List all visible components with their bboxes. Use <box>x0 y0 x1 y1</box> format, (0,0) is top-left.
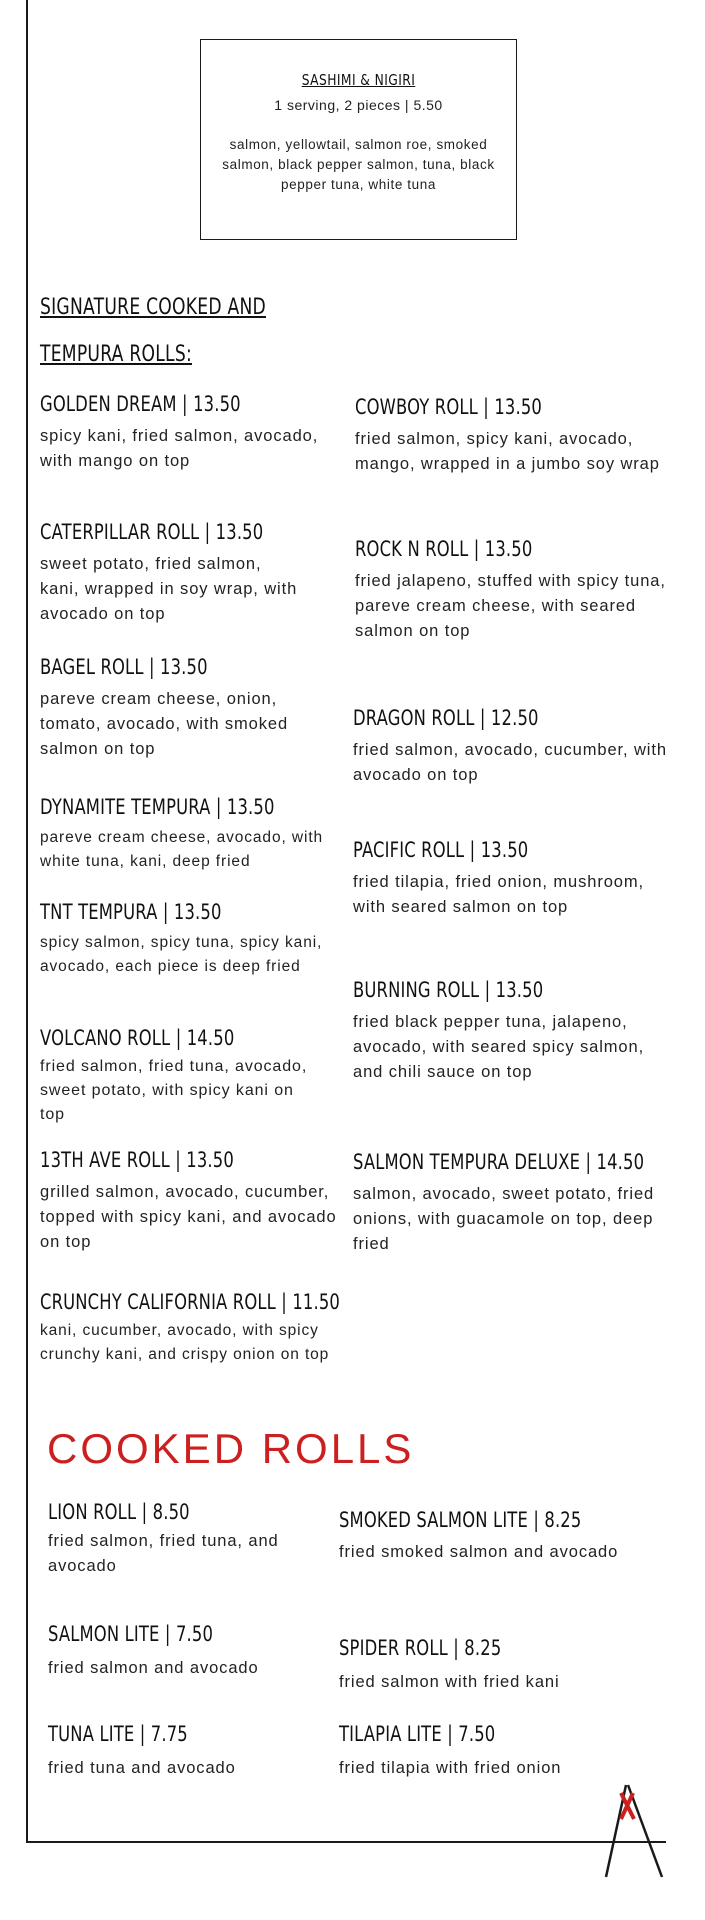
menu-item-crunchy-california-roll <box>40 1290 370 1367</box>
menu-item-caterpillar-roll <box>40 520 305 627</box>
item-name: GOLDEN DREAM | 13.50 <box>40 392 241 416</box>
item-description: fried jalapeno, stuffed with spicy tuna, pareve cream cheese, with seared salmon on top <box>355 572 666 640</box>
sashimi-title: SASHIMI & NIGIRI <box>301 71 416 89</box>
item-description: pareve cream cheese, avocado, with white tuna, kani, deep fried <box>40 829 324 870</box>
item-name: VOLCANO ROLL | 14.50 <box>40 1026 235 1050</box>
signature-heading-line1: SIGNATURE COOKED AND <box>40 295 266 320</box>
menu-item-spider-roll <box>339 1636 659 1695</box>
sashimi-nigiri-box <box>200 39 517 240</box>
item-description: fried black pepper tuna, jalapeno, avocado, with seared spicy salmon, and chili sauce on top <box>353 1013 645 1081</box>
item-name: BAGEL ROLL | 13.50 <box>40 655 208 679</box>
menu-item-smoked-salmon-lite <box>339 1508 639 1565</box>
item-name: COWBOY ROLL | 13.50 <box>355 395 543 419</box>
item-name: DRAGON ROLL | 12.50 <box>353 706 539 730</box>
item-description: grilled salmon, avocado, cucumber, topped with spicy kani, and avocado on top <box>40 1183 337 1251</box>
item-name: SALMON TEMPURA DELUXE | 14.50 <box>353 1150 645 1174</box>
menu-item-burning-roll <box>353 978 673 1085</box>
item-name: ROCK N ROLL | 13.50 <box>355 537 533 561</box>
menu-item-volcano-roll <box>40 1026 320 1127</box>
item-name: CATERPILLAR ROLL | 13.50 <box>40 520 264 544</box>
item-name: SMOKED SALMON LITE | 8.25 <box>339 1508 582 1532</box>
item-description: fried salmon, avocado, cucumber, with avocado on top <box>353 741 667 784</box>
item-name: 13TH AVE ROLL | 13.50 <box>40 1148 234 1172</box>
menu-item-bagel-roll <box>40 655 330 762</box>
item-name: TILAPIA LITE | 7.50 <box>339 1722 496 1746</box>
item-description: fried smoked salmon and avocado <box>339 1543 619 1561</box>
bottom-border-rule <box>26 1841 666 1843</box>
menu-item-salmon-tempura-deluxe <box>353 1150 693 1257</box>
item-name: TNT TEMPURA | 13.50 <box>40 900 222 924</box>
item-description: fried salmon and avocado <box>48 1659 259 1677</box>
menu-item-dynamite-tempura <box>40 795 340 874</box>
menu-item-cowboy-roll <box>355 395 695 477</box>
item-name: BURNING ROLL | 13.50 <box>353 978 544 1002</box>
chopsticks-icon <box>604 1783 664 1880</box>
menu-item-rock-n-roll <box>355 537 675 644</box>
menu-item-pacific-roll <box>353 838 673 920</box>
item-description: pareve cream cheese, onion, tomato, avocado, with smoked salmon on top <box>40 690 289 758</box>
signature-heading-line2: TEMPURA ROLLS: <box>40 342 192 367</box>
item-description: spicy salmon, spicy tuna, spicy kani, avocado, each piece is deep fried <box>40 934 323 975</box>
menu-item-lion-roll <box>48 1500 318 1579</box>
item-name: DYNAMITE TEMPURA | 13.50 <box>40 795 275 819</box>
item-description: fried tilapia with fried onion <box>339 1759 562 1777</box>
item-description: fried salmon, spicy kani, avocado, mango, wrapped in a jumbo soy wrap <box>355 430 660 473</box>
item-name: TUNA LITE | 7.75 <box>48 1722 188 1746</box>
item-description: kani, cucumber, avocado, with spicy crunchy kani, and crispy onion on top <box>40 1322 330 1363</box>
item-description: fried tilapia, fried onion, mushroom, with seared salmon on top <box>353 873 645 916</box>
menu-item-salmon-lite <box>48 1622 338 1681</box>
item-name: PACIFIC ROLL | 13.50 <box>353 838 529 862</box>
cooked-rolls-title: COOKED ROLLS <box>47 1425 415 1472</box>
item-description: salmon, avocado, sweet potato, fried onions, with guacamole on top, deep fried <box>353 1185 655 1253</box>
item-name: SPIDER ROLL | 8.25 <box>339 1636 502 1660</box>
sashimi-serving: 1 serving, 2 pieces | 5.50 <box>274 97 443 113</box>
item-description: fried salmon with fried kani <box>339 1673 560 1691</box>
menu-item-13th-ave-roll <box>40 1148 340 1255</box>
menu-item-tnt-tempura <box>40 900 330 979</box>
item-name: LION ROLL | 8.50 <box>48 1500 190 1524</box>
item-description: fried tuna and avocado <box>48 1759 236 1777</box>
sashimi-description: salmon, yellowtail, salmon roe, smoked salmon, black pepper salmon, tuna, black pepper tuna, white tuna <box>222 137 495 192</box>
item-description: sweet potato, fried salmon, kani, wrapped in soy wrap, with avocado on top <box>40 555 298 623</box>
item-name: CRUNCHY CALIFORNIA ROLL | 11.50 <box>40 1290 341 1314</box>
menu-item-dragon-roll <box>353 706 693 788</box>
item-description: spicy kani, fried salmon, avocado, with mango on top <box>40 427 319 470</box>
menu-item-tuna-lite <box>48 1722 338 1781</box>
item-name: SALMON LITE | 7.50 <box>48 1622 214 1646</box>
left-border-rule <box>26 0 28 1842</box>
item-description: fried salmon, fried tuna, avocado, sweet potato, with spicy kani on top <box>40 1058 308 1123</box>
menu-item-tilapia-lite <box>339 1722 659 1781</box>
item-description: fried salmon, fried tuna, and avocado <box>48 1532 279 1575</box>
menu-item-golden-dream <box>40 392 330 474</box>
